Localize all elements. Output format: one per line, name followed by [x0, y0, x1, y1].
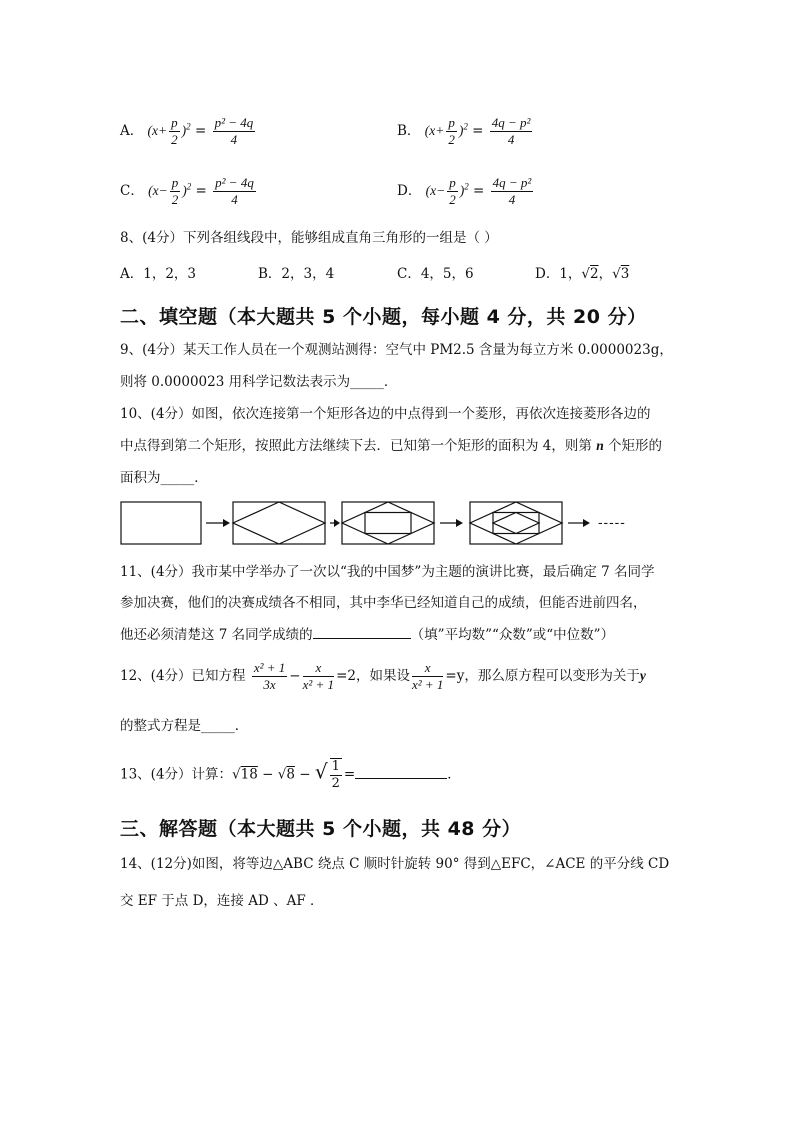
lhs: (x+ $\frac{p}{2}$ )$^2$ — [424, 115, 468, 148]
option-label: D． — [397, 183, 422, 199]
q12-line2: 的整式方程是_____． — [120, 718, 249, 734]
q12-line1: 12、(4分）已知方程 $\frac{\text{x² + 1}}{3x}$ − $\frac{x}{\text{x² + 1}}$ =2，如果设 $\frac{x}{\text{x² + 1}}$ =y，那么原方程可以变形为关于y — [120, 660, 646, 692]
lhs: (x− $\frac{p}{2}$ )$^2$ — [148, 175, 192, 208]
sqrt-sign: √ — [277, 766, 287, 783]
answer-blank[interactable] — [355, 764, 447, 779]
q10-line2: 中点得到第二个矩形，按照此方法继续下去．已知第一个矩形的面积为 4，则第 n 个矩形的 — [120, 438, 662, 454]
q7-option-b — [397, 115, 534, 148]
arrow-4 — [568, 519, 590, 527]
q8-option-b: B．2，3，4 — [258, 266, 335, 282]
q7-option-d — [397, 175, 535, 208]
option-label: A． — [120, 123, 144, 139]
arrow-3 — [440, 519, 463, 527]
q10-figure — [118, 498, 638, 550]
q11-line3: 他还必须清楚这 7 名同学成绩的 （填”平均数”“众数”或“中位数”） — [120, 624, 614, 645]
arrow-2 — [330, 519, 340, 527]
section-2-heading: 二、填空题（本大题共 5 个小题，每小题 4 分，共 20 分） — [120, 306, 647, 328]
fraction-half: $\frac{1}{2}$ — [331, 759, 340, 791]
q11-line2: 参加决赛，他们的决赛成绩各不相同，其中李华已经知道自己的成绩，但能否进前四名， — [120, 595, 647, 611]
rectangle-2-with-rhombus — [233, 502, 325, 544]
fraction-1: $\frac{\text{x² + 1}}{3x}$ — [253, 660, 286, 692]
rectangle-1 — [121, 502, 201, 544]
q10-line3: 面积为_____． — [120, 470, 208, 486]
sqrt-sign: √ — [612, 266, 621, 282]
equals: = — [473, 183, 485, 199]
rectangle-3-nested — [342, 502, 434, 544]
q14-line2: 交 EF 于点 D，连接 AD 、AF ． — [120, 893, 324, 909]
q8-option-d: D．1，√2，√3 — [535, 266, 630, 282]
q8-option-a: A．1，2，3 — [120, 266, 197, 282]
option-label: C． — [120, 183, 144, 199]
q8-option-c: C．4，5，6 — [397, 266, 474, 282]
equals: = — [194, 123, 207, 139]
q10-ellipsis: ----- — [598, 515, 626, 531]
q7-option-c — [120, 175, 258, 208]
rhs-fraction: $\frac{\text{p² − 4q}}{4}$ — [214, 115, 254, 147]
fraction-2: $\frac{x}{\text{x² + 1}}$ — [302, 660, 335, 692]
fraction-3: $\frac{x}{\text{x² + 1}}$ — [411, 660, 444, 692]
sqrt-sign: √ — [581, 266, 591, 282]
q9-line2: 则将 0.0000023 用科学记数法表示为_____． — [120, 374, 398, 390]
lhs: (x− $\frac{p}{2}$ )$^2$ — [425, 175, 469, 208]
q7-option-a — [120, 115, 257, 148]
q14-line1: 14、(12分)如图，将等边△ABC 绕点 C 顺时针旋转 90° 得到△EFC，∠ACE 的平分线 CD — [120, 856, 670, 872]
rhs-fraction: $\frac{\text{p² − 4q}}{4}$ — [215, 175, 254, 207]
q10-line1: 10、(4分）如图，依次连接第一个矩形各边的中点得到一个菱形，再依次连接菱形各边的 — [120, 406, 651, 422]
rhs-fraction: $\frac{\text{4q − p²}}{4}$ — [492, 175, 532, 207]
equals: = — [195, 183, 207, 199]
rhs-fraction: $\frac{\text{4q − p²}}{4}$ — [491, 115, 531, 147]
rectangle-4-nested — [470, 502, 562, 544]
q13-line: 13、(4分）计算：√18 − √8 − √ $\frac{1}{2}$ = ． — [120, 759, 461, 791]
equals: = — [472, 123, 484, 139]
option-label: B． — [397, 123, 421, 139]
sqrt-sign: √ — [314, 759, 328, 784]
section-3-heading: 三、解答题（本大题共 5 个小题，共 48 分） — [120, 818, 522, 840]
arrow-1 — [206, 519, 230, 527]
q11-line1: 11、(4分）我市某中学举办了一次以“我的中国梦”为主题的演讲比赛，最后确定 7 名同学 — [120, 564, 655, 580]
q9-line1: 9、(4分）某天工作人员在一个观测站测得：空气中 PM2.5 含量为每立方米 0.0000023g， — [120, 342, 673, 358]
answer-blank[interactable] — [313, 624, 411, 639]
lhs: (x+ $\frac{p}{2}$ )$^2$ — [147, 115, 191, 148]
q8-stem: 8、(4分）下列各组线段中，能够组成直角三角形的一组是（ ） — [120, 230, 498, 246]
sqrt-sign: √ — [232, 766, 241, 783]
